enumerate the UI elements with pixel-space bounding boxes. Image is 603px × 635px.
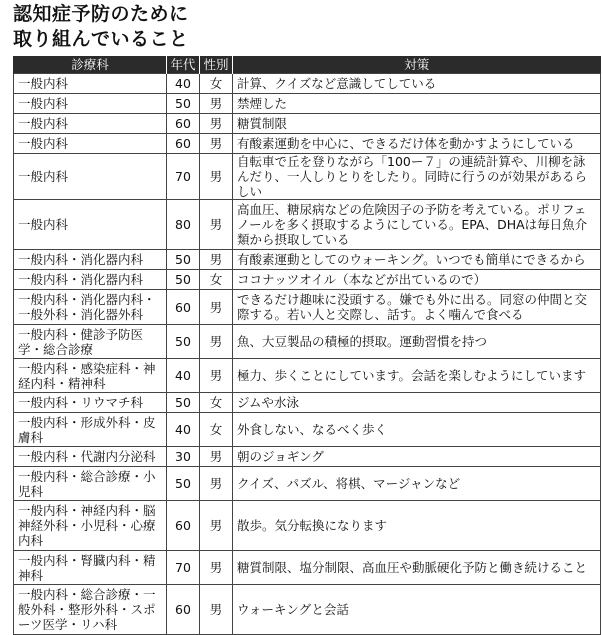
cell-department: 一般内科・腎臓内科・精神科 [14, 551, 167, 585]
cell-action: ココナッツオイル（本などが出ているので） [233, 270, 601, 290]
table-row [14, 551, 601, 585]
cell-sex: 女 [200, 393, 233, 413]
table-row [14, 154, 601, 200]
cell-age: 50 [167, 250, 200, 270]
table-row [14, 585, 601, 635]
cell-department: 一般内科・神経内科・脳神経外科・小児科・心療内科 [14, 501, 167, 551]
cell-age: 30 [167, 447, 200, 467]
header-action: 対策 [233, 56, 601, 74]
table-row [14, 447, 601, 467]
cell-sex: 男 [200, 325, 233, 359]
cell-action: 散歩。気分転換になります [233, 501, 601, 551]
cell-department: 一般内科・形成外科・皮膚科 [14, 413, 167, 447]
cell-sex: 男 [200, 154, 233, 200]
cell-sex: 男 [200, 134, 233, 154]
cell-age: 60 [167, 114, 200, 134]
cell-action: 極力、歩くことにしています。会話を楽しむようにしています [233, 359, 601, 393]
cell-sex: 男 [200, 467, 233, 501]
cell-age: 60 [167, 585, 200, 635]
table-row [14, 200, 601, 250]
cell-department: 一般内科・感染症科・神経内科・精神科 [14, 359, 167, 393]
cell-department: 一般内科・総合診療・一般外科・整形外科・スポーツ医学・リハ科 [14, 585, 167, 635]
survey-table [13, 56, 601, 635]
cell-sex: 男 [200, 501, 233, 551]
title-line-2: 取り組んでいること [13, 28, 189, 50]
table-row [14, 413, 601, 447]
header-sex: 性別 [200, 56, 233, 74]
cell-action: 有酸素運動としてのウォーキング。いつでも簡単にできるから [233, 250, 601, 270]
cell-department: 一般内科・消化器内科・一般外科・消化器外科 [14, 290, 167, 325]
cell-sex: 男 [200, 447, 233, 467]
cell-action: 有酸素運動を中心に、できるだけ体を動かすようにしている [233, 134, 601, 154]
cell-action: 計算、クイズなど意識してしている [233, 74, 601, 94]
cell-sex: 男 [200, 200, 233, 250]
cell-action: できるだけ趣味に没頭する。嫌でも外に出る。同窓の仲間と交際する。若い人と交際し、話す。よく噛んで食べる [233, 290, 601, 325]
cell-age: 60 [167, 290, 200, 325]
cell-action: クイズ、パズル、将棋、マージャンなど [233, 467, 601, 501]
cell-action: 糖質制限 [233, 114, 601, 134]
table-row [14, 393, 601, 413]
cell-sex: 女 [200, 413, 233, 447]
header-department: 診療科 [14, 56, 167, 74]
cell-age: 80 [167, 200, 200, 250]
cell-action: ウォーキングと会話 [233, 585, 601, 635]
cell-department: 一般内科 [14, 134, 167, 154]
cell-age: 50 [167, 270, 200, 290]
cell-age: 50 [167, 393, 200, 413]
table-row [14, 134, 601, 154]
cell-action: 朝のジョギング [233, 447, 601, 467]
table-row [14, 74, 601, 94]
table-row [14, 467, 601, 501]
cell-sex: 男 [200, 250, 233, 270]
cell-department: 一般内科・代謝内分泌科 [14, 447, 167, 467]
cell-age: 70 [167, 154, 200, 200]
cell-action: 自転車で丘を登りながら「100ー７」の連続計算や、川柳を詠んだり、一人しりとりをしたり。同時に行うのが効果があるらしい [233, 154, 601, 200]
header-age: 年代 [167, 56, 200, 74]
cell-action: 外食しない、なるべく歩く [233, 413, 601, 447]
cell-action: 魚、大豆製品の積極的摂取。運動習慣を持つ [233, 325, 601, 359]
cell-sex: 男 [200, 290, 233, 325]
cell-sex: 男 [200, 585, 233, 635]
cell-age: 60 [167, 134, 200, 154]
cell-department: 一般内科・消化器内科 [14, 250, 167, 270]
cell-department: 一般内科 [14, 200, 167, 250]
cell-department: 一般内科・消化器内科 [14, 270, 167, 290]
table-row [14, 359, 601, 393]
cell-age: 60 [167, 501, 200, 551]
table-row [14, 325, 601, 359]
table-row [14, 290, 601, 325]
cell-sex: 女 [200, 74, 233, 94]
table-row [14, 114, 601, 134]
table-row [14, 501, 601, 551]
cell-sex: 女 [200, 270, 233, 290]
cell-department: 一般内科 [14, 114, 167, 134]
table-row [14, 94, 601, 114]
table-row [14, 270, 601, 290]
cell-department: 一般内科・健診予防医学・総合診療 [14, 325, 167, 359]
cell-department: 一般内科 [14, 94, 167, 114]
cell-sex: 男 [200, 551, 233, 585]
cell-age: 50 [167, 94, 200, 114]
cell-action: 禁煙した [233, 94, 601, 114]
cell-age: 40 [167, 74, 200, 94]
cell-action: ジムや水泳 [233, 393, 601, 413]
cell-department: 一般内科 [14, 154, 167, 200]
cell-sex: 男 [200, 94, 233, 114]
cell-action: 高血圧、糖尿病などの危険因子の予防を考えている。ポリフェノールを多く摂取するようにしている。EPA、DHAは毎日魚介類から摂取している [233, 200, 601, 250]
cell-sex: 男 [200, 359, 233, 393]
cell-age: 50 [167, 467, 200, 501]
cell-department: 一般内科・総合診療・小児科 [14, 467, 167, 501]
cell-department: 一般内科・リウマチ科 [14, 393, 167, 413]
table-row [14, 250, 601, 270]
cell-age: 70 [167, 551, 200, 585]
title-line-1: 認知症予防のために [13, 3, 189, 25]
cell-age: 40 [167, 413, 200, 447]
cell-sex: 男 [200, 114, 233, 134]
cell-department: 一般内科 [14, 74, 167, 94]
page-title [13, 2, 189, 52]
cell-age: 40 [167, 359, 200, 393]
cell-age: 50 [167, 325, 200, 359]
table-header-row [14, 56, 601, 74]
cell-action: 糖質制限、塩分制限、高血圧や動脈硬化予防と働き続けること [233, 551, 601, 585]
